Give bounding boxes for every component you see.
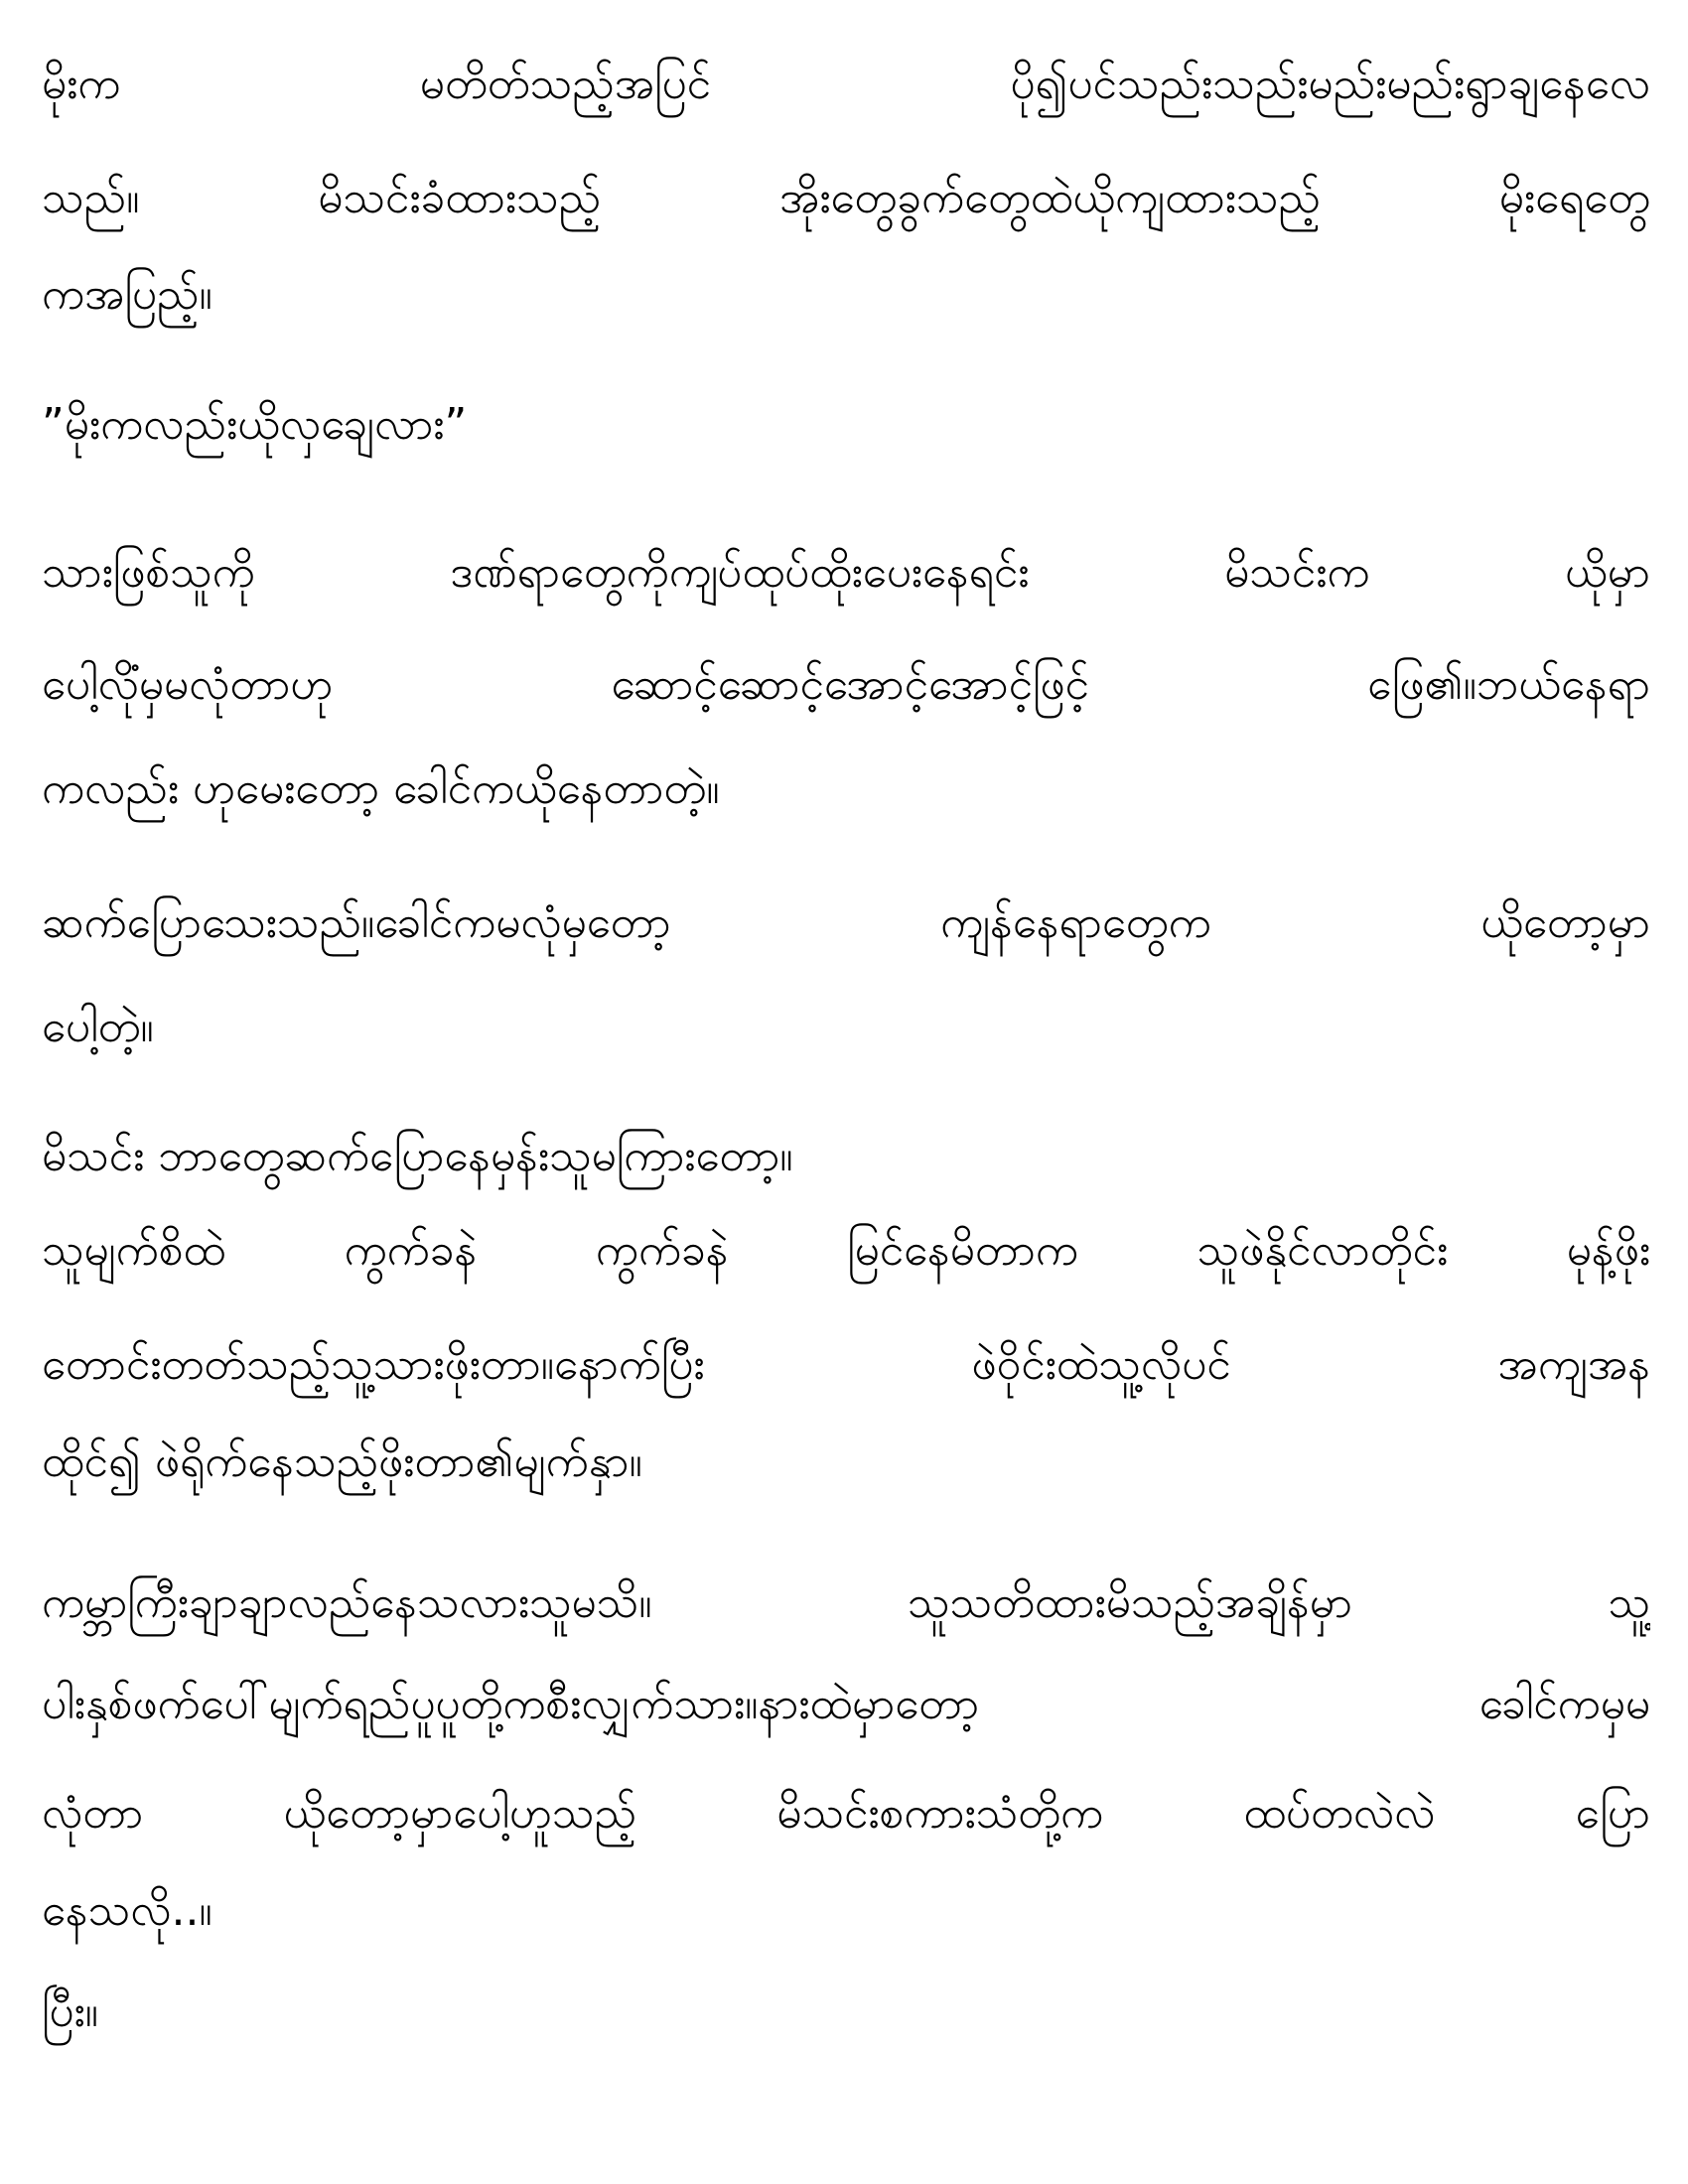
text-line: ဆက်ပြောသေးသည်။ခေါင်ကမလုံမှတော့ ကျန်နေရာတွေက ယိုတော့မှာ [42, 897, 1650, 948]
text-line: တောင်းတတ်သည့်သူ့သားဖိုးတာ။နောက်ပြီး ဖဲဝိုင်းထဲသူ့လိုပင် အကျအန [42, 1339, 1650, 1390]
text-line: ထိုင်၍ ဖဲရိုက်နေသည့်ဖိုးတာ၏မျက်နှာ။ [42, 1436, 642, 1487]
text-line: မိသင်း ဘာတွေဆက်ပြောနေမှန်းသူမကြားတော့။ [42, 1131, 793, 1181]
text-line: ”မိုးကလည်းယိုလှချေလား” [42, 399, 468, 450]
text-line: သည်။ မိသင်းခံထားသည့် အိုးတွေခွက်တွေထဲယိုကျထားသည့် မိုးရေတွေ [42, 173, 1650, 223]
text-line: ကမ္ဘာကြီးချာချာလည်နေသလားသူမသိ။ သူသတိထားမိသည့်အချိန်မှာ သူ့ [42, 1577, 1650, 1628]
text-line: ပါးနှစ်ဖက်ပေါ်မျက်ရည်ပူပူတို့ကစီးလျှက်သား။နားထဲမှာတော့ ခေါင်ကမှမ [42, 1679, 1650, 1729]
text-line: သားဖြစ်သူကို ဒဏ်ရာတွေကိုကျပ်ထုပ်ထိုးပေးနေရင်း မိသင်းက ယိုမှာ [42, 547, 1650, 598]
text-line: ကလည်း ဟုမေးတော့ ခေါင်ကယိုနေတာတဲ့။ [42, 763, 720, 814]
text-line: ကအပြည့်။ [42, 269, 212, 320]
text-line: ပေါ့လိုံမှမလုံတာဟု ဆောင့်ဆောင့်အောင့်အောင့်ဖြင့် ဖြေ၏။ဘယ်နေရာ [42, 659, 1650, 710]
text-line: သူမျက်စိထဲ ကွက်ခနဲ ကွက်ခနဲ မြင်နေမိတာက သူဖဲနိုင်လာတိုင်း မုန့်ဖိုး [42, 1225, 1650, 1276]
text-line: မိုးက မတိတ်သည့်အပြင် ပို၍ပင်သည်းသည်းမည်းမည်းရွာချနေလေ [42, 59, 1650, 109]
text-line: ပေါ့တဲ့။ [42, 1002, 154, 1052]
text-line: နေသလို..။ [42, 1885, 212, 1936]
text-line: ပြီး။ [42, 1986, 98, 2037]
text-line: လုံတာ ယိုတော့မှာပေါ့ဟူသည့် မိသင်းစကားသံတို့က ထပ်တလဲလဲ ပြော [42, 1788, 1650, 1839]
